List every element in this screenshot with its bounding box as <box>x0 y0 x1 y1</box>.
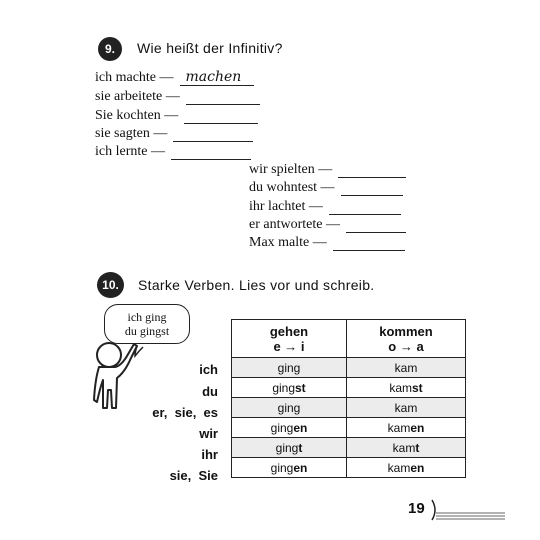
item-prompt: Max malte — <box>249 235 327 250</box>
answer-line[interactable] <box>341 179 403 196</box>
list-item <box>95 140 251 160</box>
exercise-9-title: Wie heißt der Infinitiv? <box>137 40 283 56</box>
verb-stem: ging <box>272 380 295 395</box>
verb-stem: ging <box>277 360 301 375</box>
conjugation-table <box>231 319 466 478</box>
cell-gehen <box>232 458 347 478</box>
cell-kommen <box>347 418 466 438</box>
list-item <box>249 231 405 251</box>
item-prompt: du wohntest — <box>249 180 335 195</box>
answer-line[interactable] <box>171 143 251 160</box>
handwritten-answer: machen <box>185 69 242 85</box>
figure-head <box>97 343 121 367</box>
verb-stem: ging <box>275 440 299 455</box>
table-row <box>232 378 466 398</box>
table-row <box>232 398 466 418</box>
pronoun-label: er, sie, es <box>152 404 218 420</box>
verb-stem: kam <box>394 360 418 375</box>
item-prompt: er antwortete — <box>249 217 340 232</box>
item-prompt: wir spielten — <box>249 162 333 177</box>
cell-gehen <box>232 438 347 458</box>
verb-stem: kam <box>387 420 411 435</box>
item-prompt: ihr lachtet — <box>249 199 323 214</box>
list-item <box>249 158 406 178</box>
exercise-9-badge: 9. <box>98 37 122 61</box>
verb-stem: kam <box>389 380 412 395</box>
answer-line[interactable] <box>180 69 254 86</box>
verb-ending: t <box>415 440 420 455</box>
cell-kommen <box>347 458 466 478</box>
table-row <box>232 458 466 478</box>
list-item <box>249 213 406 233</box>
verb-ending: en <box>293 420 308 435</box>
page-number-decoration <box>430 498 510 522</box>
item-prompt: Sie kochten — <box>95 108 179 123</box>
list-item <box>95 104 258 124</box>
header-vowel-change: e → i <box>273 338 305 354</box>
cell-gehen <box>232 398 347 418</box>
exercise-10-title: Starke Verben. Lies vor und schreib. <box>138 277 375 293</box>
page-curve <box>432 500 435 520</box>
verb-stem: ging <box>277 400 301 415</box>
verb-stem: kam <box>387 460 411 475</box>
speech-bubble <box>104 304 190 344</box>
pronoun-label: ihr <box>201 446 218 462</box>
answer-line[interactable] <box>186 88 260 105</box>
pronoun-label: wir <box>199 425 218 441</box>
pronoun-label: du <box>202 383 218 399</box>
item-prompt: ich lernte — <box>95 144 165 159</box>
verb-ending: st <box>412 380 423 395</box>
cell-gehen <box>232 378 347 398</box>
verb-ending: t <box>298 440 303 455</box>
cell-kommen <box>347 358 466 378</box>
item-prompt: sie sagten — <box>95 126 168 141</box>
cell-kommen <box>347 438 466 458</box>
cell-gehen <box>232 418 347 438</box>
header-kommen <box>347 320 466 358</box>
list-item <box>95 85 260 105</box>
bubble-line-2: du gingst <box>124 324 170 338</box>
cell-gehen <box>232 358 347 378</box>
verb-ending: en <box>410 420 425 435</box>
item-prompt: ich machte — <box>95 70 174 85</box>
verb-stem: ging <box>270 420 294 435</box>
page-number: 19 <box>408 500 425 517</box>
header-verb: kommen <box>379 323 433 339</box>
header-vowel-change: o → a <box>388 338 424 354</box>
bubble-line-1: ich ging <box>127 310 167 324</box>
table-row <box>232 418 466 438</box>
verb-ending: en <box>410 460 425 475</box>
verb-stem: kam <box>392 440 416 455</box>
list-item <box>95 122 253 142</box>
verb-ending: st <box>295 380 306 395</box>
list-item <box>249 195 401 215</box>
pronoun-label: ich <box>199 361 218 377</box>
list-item <box>249 176 403 196</box>
cell-kommen <box>347 398 466 418</box>
verb-ending: en <box>293 460 308 475</box>
exercise-10-badge: 10. <box>97 272 124 298</box>
table-row <box>232 358 466 378</box>
cell-kommen <box>347 378 466 398</box>
item-prompt: sie arbeitete — <box>95 89 180 104</box>
header-gehen <box>232 320 347 358</box>
verb-stem: ging <box>270 460 294 475</box>
answer-line[interactable] <box>333 234 405 251</box>
pronoun-label: sie, Sie <box>169 467 218 483</box>
header-verb: gehen <box>269 323 309 339</box>
verb-stem: kam <box>394 400 418 415</box>
table-row <box>232 438 466 458</box>
list-item <box>95 66 254 86</box>
